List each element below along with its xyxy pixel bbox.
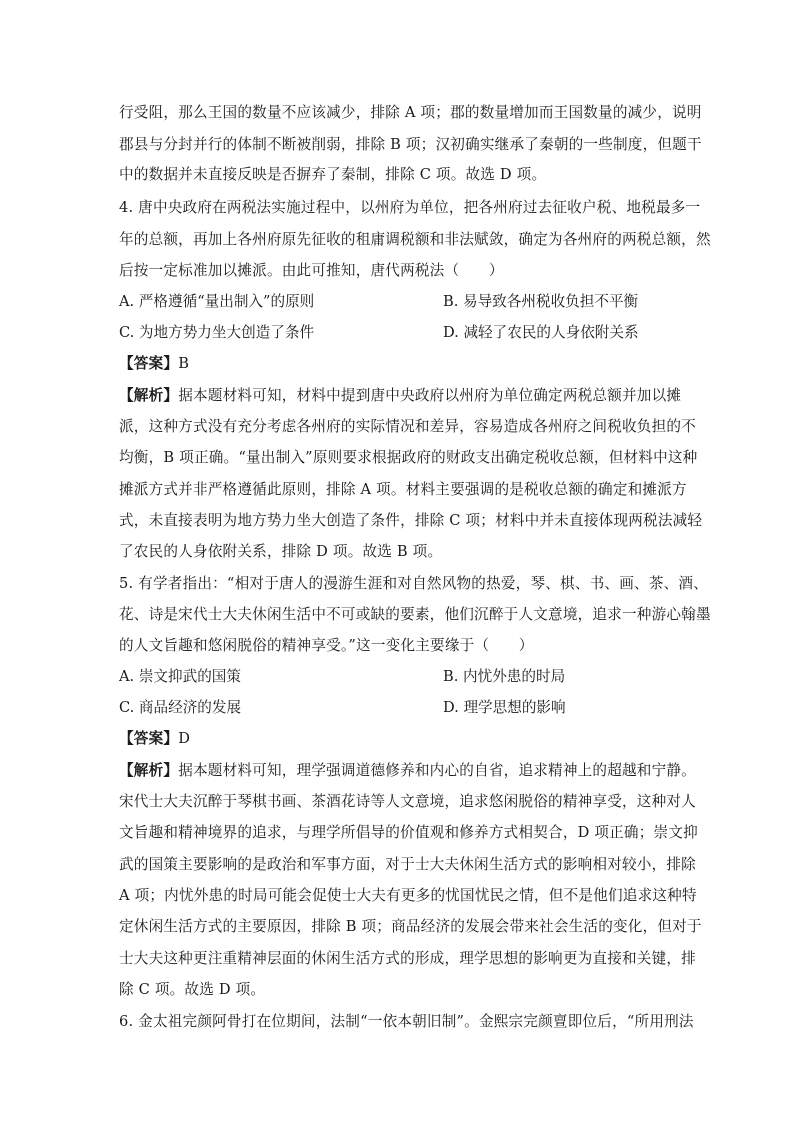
analysis-text: 据本题材料可知，理学强调道德修养和内心的自省，追求精神上的超越和宁静。 — [178, 762, 696, 779]
analysis-continuation-line: 中的数据并未直接反映是否摒弃了秦制，排除 C 项。故选 D 项。 — [119, 166, 547, 183]
question-5-analysis-line: 定休闲生活方式的主要原因，排除 B 项；商品经济的发展会带来社会生活的变化，但对于 — [119, 918, 702, 935]
question-5-option-a: A. 崇文抑武的国策 — [119, 668, 241, 685]
answer-label: 【答案】 — [119, 730, 179, 747]
question-6-stem-line: 6. 金太祖完颜阿骨打在位期间，法制“一依本朝旧制”。金熙宗完颜亶即位后，“所用刑法 — [119, 1013, 694, 1030]
question-5-analysis-line: 文旨趣和精神境界的追求，与理学所倡导的价值观和修养方式相契合，D 项正确；崇文抑 — [119, 824, 698, 841]
question-4-stem-line: 后按一定标准加以摊派。由此可推知，唐代两税法（ ） — [119, 262, 504, 279]
question-4-stem-line: 4. 唐中央政府在两税法实施过程中，以州府为单位，把各州府过去征收户税、地税最多一 — [119, 199, 701, 216]
question-5-analysis-line: A 项；内忧外患的时局可能会促使士大夫有更多的忧国忧民之情，但不是他们追求这种特 — [119, 887, 697, 904]
question-4-analysis-line: 式，未直接表明为地方势力坐大创造了条件，排除 C 项；材料中并未直接体现两税法减轻 — [119, 512, 703, 529]
question-5-analysis-line: 宋代士大夫沉醉于琴棋书画、茶酒花诗等人文意境，追求悠闲脱俗的精神享受，这种对人 — [119, 793, 696, 810]
question-4-answer — [119, 354, 189, 374]
analysis-label: 【解析】 — [119, 387, 179, 404]
analysis-label: 【解析】 — [119, 762, 179, 779]
question-4-option-c: C. 为地方势力坐大创造了条件 — [119, 324, 315, 341]
question-5-analysis-line: 除 C 项。故选 D 项。 — [119, 981, 266, 998]
question-5-option-d: D. 理学思想的影响 — [443, 699, 566, 716]
analysis-continuation-line: 行受阻，那么王国的数量不应该减少，排除 A 项；郡的数量增加而王国数量的减少，说明 — [119, 104, 702, 121]
question-4-option-b: B. 易导致各州税收负担不平衡 — [443, 293, 639, 310]
analysis-continuation-line: 郡县与分封并行的体制不断被削弱，排除 B 项；汉初确实继承了秦朝的一些制度，但题干 — [119, 136, 702, 153]
question-5-option-c: C. 商品经济的发展 — [119, 699, 242, 716]
answer-value: B — [178, 355, 190, 372]
question-4-option-a: A. 严格遵循“量出制入”的原则 — [119, 293, 315, 310]
question-5-analysis-line: 士大夫这种更注重精神层面的休闲生活方式的形成，理学思想的影响更为直接和关键，排 — [119, 950, 696, 967]
question-5-answer — [119, 729, 190, 749]
analysis-text: 据本题材料可知，材料中提到唐中央政府以州府为单位确定两税总额并加以摊 — [178, 387, 682, 404]
question-4-analysis-line: 了农民的人身依附关系，排除 D 项。故选 B 项。 — [119, 543, 443, 560]
answer-value: D — [178, 730, 191, 747]
question-4-option-d: D. 减轻了农民的人身依附关系 — [443, 324, 639, 341]
question-5-stem-line: 花、诗是宋代士大夫休闲生活中不可或缺的要素，他们沉醉于人文意境，追求一种游心翰墨 — [119, 606, 711, 623]
question-4-analysis-line — [119, 386, 681, 406]
question-4-analysis-line: 派，这种方式没有充分考虑各州府的实际情况和差异，容易造成各州府之间税收负担的不 — [119, 418, 696, 435]
question-5-analysis-line: 武的国策主要影响的是政治和军事方面，对于士大夫休闲生活方式的影响相对较小，排除 — [119, 856, 696, 873]
question-4-analysis-line: 均衡，B 项正确。“量出制入”原则要求根据政府的财政支出确定税收总额，但材料中这种 — [119, 449, 698, 466]
answer-label: 【答案】 — [119, 355, 179, 372]
question-4-analysis-line: 摊派方式并非严格遵循此原则，排除 A 项。材料主要强调的是税收总额的确定和摊派方 — [119, 481, 687, 498]
question-5-option-b: B. 内忧外患的时局 — [443, 668, 566, 685]
question-4-stem-line: 年的总额，再加上各州府原先征收的租庸调税额和非法赋敛，确定为各州府的两税总额，然 — [119, 231, 711, 248]
question-5-analysis-line — [119, 761, 696, 781]
question-5-stem-line: 的人文旨趣和悠闲脱俗的精神享受。”这一变化主要缘于（ ） — [119, 637, 534, 654]
question-5-stem-line: 5. 有学者指出：“相对于唐人的漫游生涯和对自然风物的热爱，琴、棋、书、画、茶、酒、 — [119, 575, 708, 592]
